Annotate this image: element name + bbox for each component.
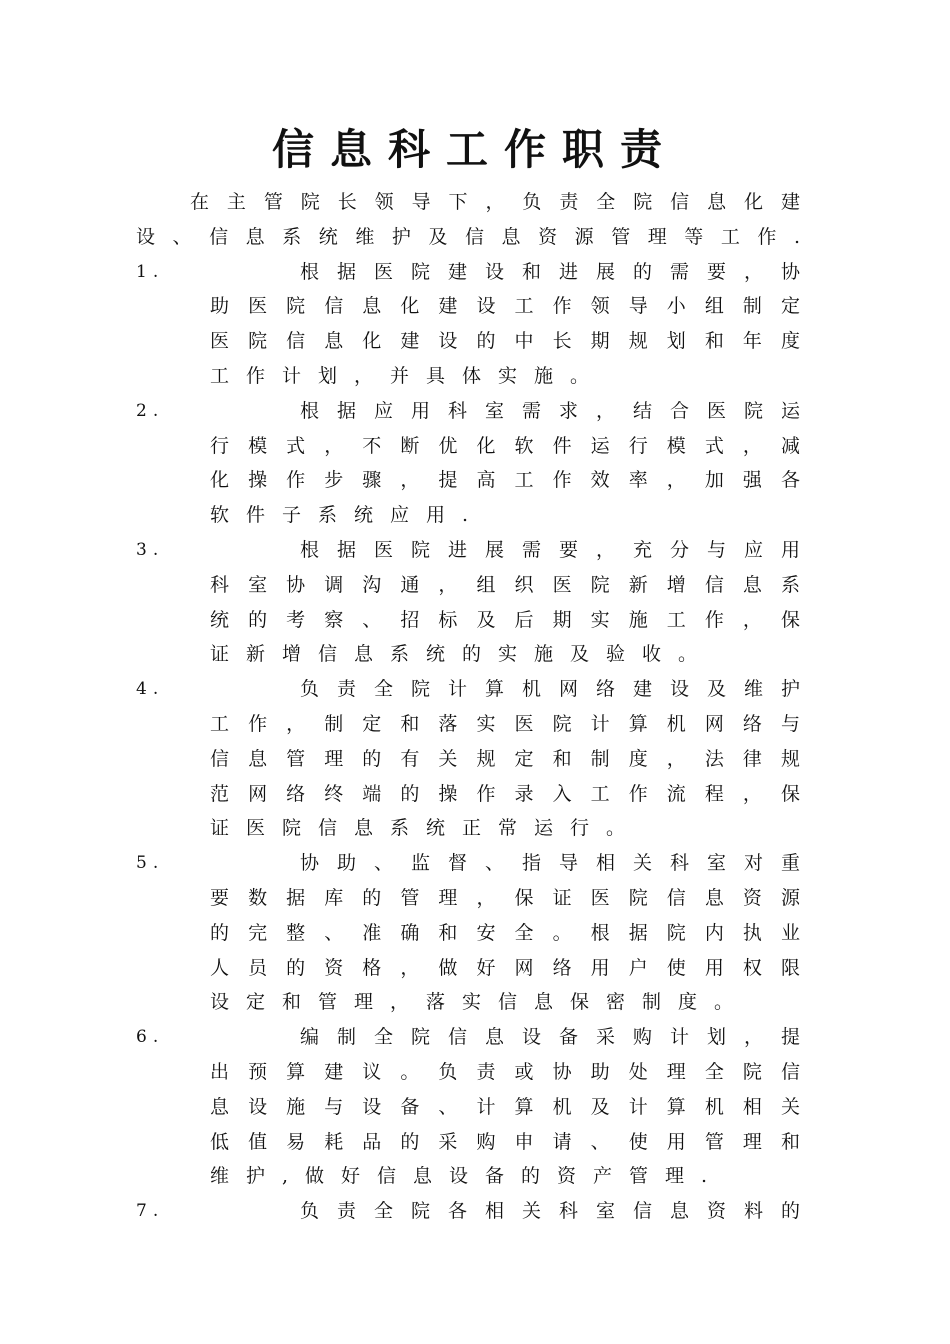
- item-text-line: 低值易耗品的采购申请、使用管理和: [210, 1130, 800, 1153]
- item-number: 7.: [136, 1201, 165, 1222]
- intro-line: 设、信息系统维护及信息资源管理等工作.: [136, 225, 800, 248]
- intro-line: 在主管院长领导下，负责全院信息化建: [190, 191, 800, 213]
- item-text-line: 工作计划，并具体实施。: [210, 365, 607, 387]
- item-text-line: 负责全院各相关科室信息资料的: [300, 1200, 800, 1223]
- item-text-line: 软件子系统应用.: [210, 504, 486, 527]
- item-text-line: 出预算建议。负责或协助处理全院信: [210, 1061, 800, 1083]
- item-text-line: 信息管理的有关规定和制度，法律规: [210, 747, 800, 770]
- item-text-line: 息设施与设备、计算机及计算机相关: [210, 1095, 800, 1118]
- page-title: 信息科工作职责: [271, 125, 678, 174]
- item-text-line: 统的考察、招标及后期实施工作，保: [210, 608, 800, 631]
- item-text-line: 助医院信息化建设工作领导小组制定: [210, 295, 800, 318]
- item-text-line: 负责全院计算机网络建设及维护: [300, 678, 800, 701]
- item-text-line: 维护,做好信息设备的资产管理.: [210, 1165, 725, 1188]
- item-text-line: 的完整、准确和安全。根据院内执业: [210, 921, 800, 944]
- item-text-line: 化操作步骤，提高工作效率，加强各: [210, 469, 800, 492]
- item-text-line: 编制全院信息设备采购计划，提: [300, 1026, 800, 1049]
- item-text-line: 证医院信息系统正常运行。: [210, 817, 643, 840]
- item-text-line: 科室协调沟通，组织医院新增信息系: [210, 573, 800, 596]
- item-text-line: 根据应用科室需求，结合医院运: [300, 399, 800, 422]
- item-text-line: 要数据库的管理，保证医院信息资源: [210, 887, 800, 909]
- item-text-line: 设定和管理，落实信息保密制度。: [210, 991, 751, 1014]
- item-text-line: 行模式，不断优化软件运行模式，减: [210, 434, 800, 457]
- item-text-line: 协助、监督、指导相关科室对重: [300, 852, 800, 875]
- item-number: 3.: [136, 540, 165, 560]
- item-text-line: 根据医院建设和进展的需要，协: [300, 260, 800, 283]
- item-number: 6.: [136, 1027, 165, 1048]
- item-text-line: 证新增信息系统的实施及验收。: [210, 643, 715, 666]
- item-text-line: 根据医院进展需要，充分与应用: [300, 539, 800, 561]
- item-text-line: 医院信息化建设的中长期规划和年度: [210, 330, 800, 353]
- item-text-line: 人员的资格，做好网络用户使用权限: [210, 956, 800, 979]
- item-text-line: 范网络终端的操作录入工作流程，保: [210, 782, 800, 805]
- item-number: 4.: [136, 679, 165, 700]
- item-number: 2.: [136, 400, 165, 421]
- item-number: 5.: [136, 853, 165, 874]
- item-text-line: 工作，制定和落实医院计算机网络与: [210, 713, 800, 735]
- item-number: 1.: [136, 261, 165, 282]
